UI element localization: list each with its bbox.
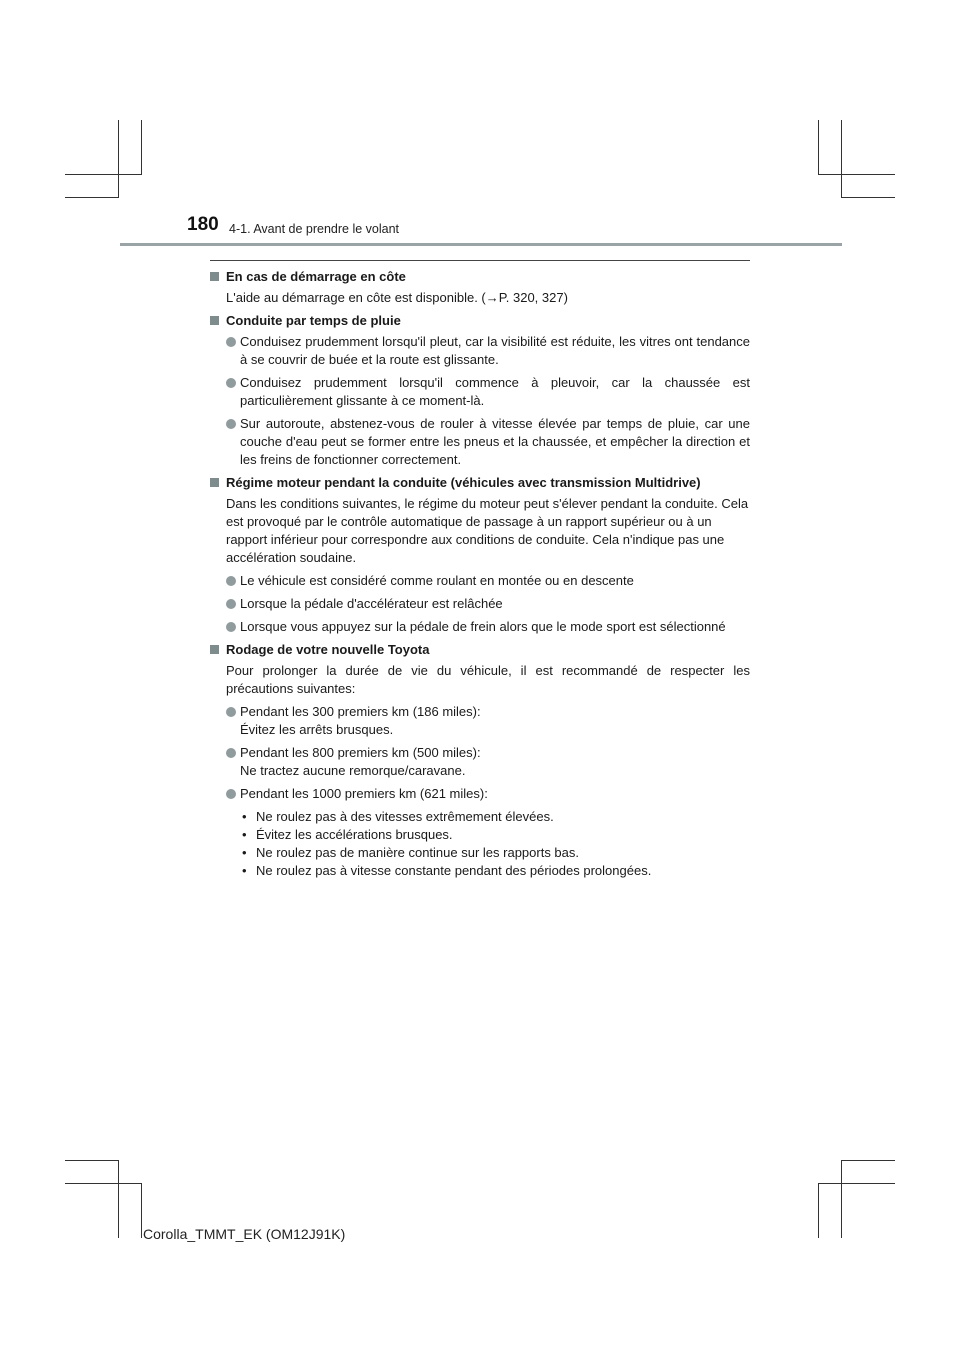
crop-mark <box>841 120 842 198</box>
list-item: Conduisez prudemment lorsqu'il pleut, car la visibilité est réduite, les vitres ont tendance à se couvrir de buée et la route est glissante. <box>226 333 750 369</box>
crop-mark <box>65 197 118 198</box>
crop-mark <box>818 120 819 175</box>
section-text: Pour prolonger la durée de vie du véhicule, il est recommandé de respecter les précautions suivantes: <box>226 663 750 696</box>
round-bullet-icon <box>226 789 236 799</box>
document-code: Corolla_TMMT_EK (OM12J91K) <box>143 1226 346 1242</box>
crop-mark <box>818 1183 819 1238</box>
square-bullet-icon <box>210 645 219 654</box>
crop-mark <box>65 174 141 175</box>
crop-mark <box>841 197 895 198</box>
round-bullet-icon <box>226 576 236 586</box>
crop-mark <box>141 120 142 175</box>
list-item: Le véhicule est considéré comme roulant en montée ou en descente <box>226 572 750 590</box>
round-bullet-icon <box>226 707 236 717</box>
crop-mark <box>818 1183 895 1184</box>
section-text: L'aide au démarrage en côte est disponible. (→P. 320, 327) <box>226 290 568 305</box>
list-item: Pendant les 800 premiers km (500 miles): Ne tractez aucune remorque/caravane. <box>226 744 750 780</box>
crop-mark <box>141 1183 142 1238</box>
sub-list-item: • Évitez les accélérations brusques. <box>240 826 750 844</box>
list-item: Pendant les 300 premiers km (186 miles): Évitez les arrêts brusques. <box>226 703 750 739</box>
header-rule <box>120 243 842 246</box>
list-item: Lorsque vous appuyez sur la pédale de frein alors que le mode sport est sélectionné <box>226 618 750 636</box>
crop-mark <box>841 1160 895 1161</box>
round-bullet-icon <box>226 622 236 632</box>
list-item: Pendant les 1000 premiers km (621 miles): <box>226 785 750 803</box>
list-item: Sur autoroute, abstenez-vous de rouler à vitesse élevée par temps de pluie, car une couche d'eau peut se former entre les pneus et la chaussée, et empêcher la direction et les freins de fonctionner correctement. <box>226 415 750 469</box>
round-bullet-icon <box>226 599 236 609</box>
crop-mark <box>65 1160 118 1161</box>
section-title: 4-1. Avant de prendre le volant <box>229 222 400 236</box>
round-bullet-icon <box>226 378 236 388</box>
page-content <box>210 268 750 880</box>
page-header <box>187 214 747 244</box>
sub-list-item: • Ne roulez pas à vitesse constante pendant des périodes prolongées. <box>240 862 750 880</box>
square-bullet-icon <box>210 316 219 325</box>
content-rule <box>210 260 750 261</box>
section-heading-engine-speed: Régime moteur pendant la conduite (véhicules avec transmission Multidrive) <box>210 474 750 492</box>
square-bullet-icon <box>210 478 219 487</box>
crop-mark <box>118 120 119 198</box>
sub-list-item: • Ne roulez pas à des vitesses extrêmement élevées. <box>240 808 750 826</box>
list-item: Conduisez prudemment lorsqu'il commence à pleuvoir, car la chaussée est particulièrement glissante à ce moment-là. <box>226 374 750 410</box>
round-bullet-icon <box>226 419 236 429</box>
section-heading-hill-start: En cas de démarrage en côte <box>210 268 750 286</box>
crop-mark <box>818 174 895 175</box>
crop-mark <box>118 1160 119 1238</box>
round-bullet-icon <box>226 337 236 347</box>
square-bullet-icon <box>210 272 219 281</box>
sub-list <box>240 808 750 880</box>
list-item: Lorsque la pédale d'accélérateur est relâchée <box>226 595 750 613</box>
section-heading-break-in: Rodage de votre nouvelle Toyota <box>210 641 750 659</box>
section-heading-rain: Conduite par temps de pluie <box>210 312 750 330</box>
round-bullet-icon <box>226 748 236 758</box>
page-number: 180 <box>187 214 219 235</box>
crop-mark <box>841 1160 842 1238</box>
sub-list-item: • Ne roulez pas de manière continue sur les rapports bas. <box>240 844 750 862</box>
crop-mark <box>65 1183 141 1184</box>
section-text: Dans les conditions suivantes, le régime du moteur peut s'élever pendant la conduite. Cela est provoqué par le contrôle automatique de passage à un rapport supérieur ou à un rapport inférieur pour correspondre aux conditions de conduite. Cela n'indique pas une accélération soudaine. <box>226 496 749 565</box>
